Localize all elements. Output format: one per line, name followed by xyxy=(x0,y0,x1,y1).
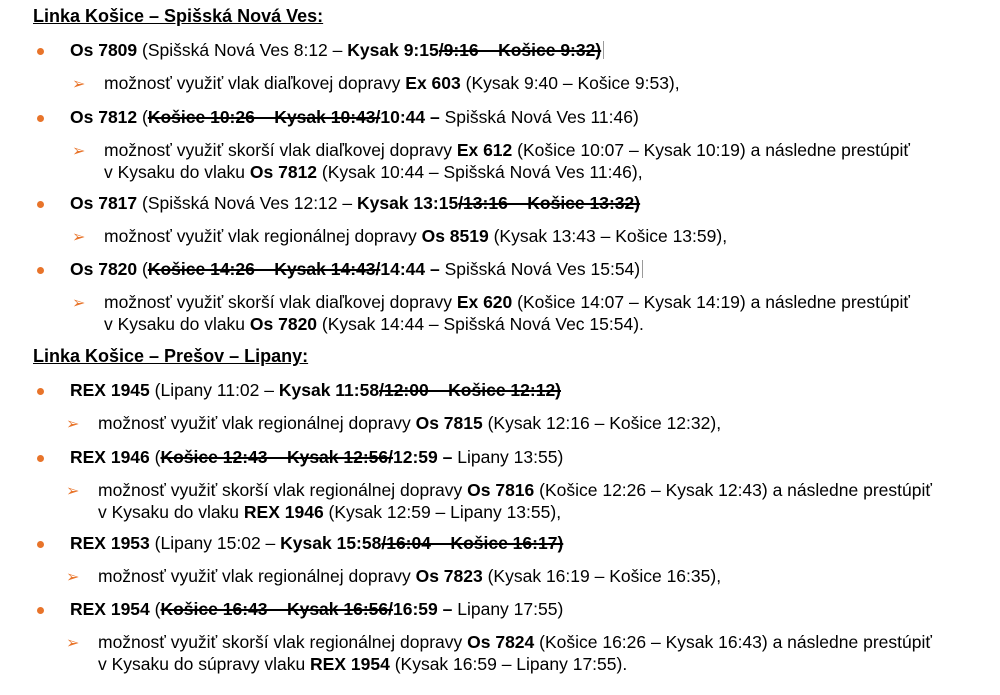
note-text: v Kysaku do súpravy vlaku xyxy=(98,654,311,674)
note-text: možnosť využiť vlak diaľkovej dopravy xyxy=(104,73,406,93)
route-bold-segment: 12:59 – xyxy=(393,447,453,467)
note-text: (Kysak 10:44 – Spišská Nová Ves 11:46), xyxy=(317,162,643,182)
text-cursor-marker xyxy=(603,41,604,59)
note-text: (Košice 12:26 – Kysak 12:43) a následne prestúpiť xyxy=(534,480,932,500)
alternative-connection-note xyxy=(104,292,910,313)
train-reference: Os 7823 xyxy=(415,566,483,586)
train-reference: Ex 620 xyxy=(456,292,513,312)
train-line xyxy=(70,259,643,280)
route-segment: ( xyxy=(149,447,161,467)
note-text: (Košice 16:26 – Kysak 16:43) a následne prestúpiť xyxy=(534,632,932,652)
note-text: možnosť využiť vlak regionálnej dopravy xyxy=(98,413,416,433)
alternative-connection-note xyxy=(98,480,932,501)
note-text: (Kysak 12:16 – Košice 12:32), xyxy=(482,413,722,433)
route-segment: (Lipany 11:02 – xyxy=(149,380,279,400)
train-reference: Os 7815 xyxy=(415,413,483,433)
orange-arrow-bullet-icon: ➢ xyxy=(72,141,86,160)
train-number: Os 7812 xyxy=(70,107,138,127)
route-bold-segment: 14:44 – xyxy=(380,259,440,279)
alternative-connection-note xyxy=(98,632,932,653)
alternative-connection-note xyxy=(104,162,643,183)
train-line xyxy=(70,533,563,554)
train-number: REX 1954 xyxy=(70,599,150,619)
alternative-connection-note xyxy=(104,226,727,247)
route-segment: (Spišská Nová Ves 12:12 – xyxy=(137,193,357,213)
note-text: možnosť využiť skorší vlak diaľkovej dopravy xyxy=(104,140,457,160)
route-bold-segment: Kysak 11:58 xyxy=(278,380,380,400)
note-text: (Kysak 9:40 – Košice 9:53), xyxy=(460,73,680,93)
note-text: (Kysak 14:44 – Spišská Nová Vec 15:54). xyxy=(317,314,644,334)
orange-dot-bullet-icon xyxy=(37,388,44,395)
note-text: v Kysaku do vlaku xyxy=(98,502,244,522)
cancelled-text: /13:16 – Košice 13:32) xyxy=(458,193,641,213)
alternative-connection-note xyxy=(98,566,721,587)
orange-arrow-bullet-icon: ➢ xyxy=(72,74,86,93)
note-text: (Košice 10:07 – Kysak 10:19) a následne prestúpiť xyxy=(512,140,910,160)
alternative-connection-note xyxy=(104,73,680,94)
cancelled-text: /16:04 – Košice 16:17) xyxy=(381,533,564,553)
note-text: (Kysak 16:59 – Lipany 17:55). xyxy=(389,654,628,674)
alternative-connection-note xyxy=(98,502,561,523)
orange-arrow-bullet-icon: ➢ xyxy=(66,414,80,433)
cancelled-text: Košice 12:43 – Kysak 12:56/ xyxy=(160,447,394,467)
cancelled-text: /9:16 – Košice 9:32) xyxy=(438,40,602,60)
train-number: Os 7820 xyxy=(70,259,138,279)
note-text: možnosť využiť skorší vlak diaľkovej dopravy xyxy=(104,292,457,312)
orange-dot-bullet-icon xyxy=(37,607,44,614)
route-segment: ( xyxy=(149,599,161,619)
route-segment: (Spišská Nová Ves 8:12 – xyxy=(137,40,348,60)
train-reference: REX 1946 xyxy=(243,502,324,522)
section-heading: Linka Košice – Spišská Nová Ves: xyxy=(33,6,324,26)
train-number: REX 1953 xyxy=(70,533,150,553)
orange-dot-bullet-icon xyxy=(37,455,44,462)
orange-arrow-bullet-icon: ➢ xyxy=(66,481,80,500)
route-segment: ( xyxy=(137,259,148,279)
orange-arrow-bullet-icon: ➢ xyxy=(66,567,80,586)
cancelled-text: Košice 10:26 – Kysak 10:43/ xyxy=(147,107,381,127)
text-cursor-marker xyxy=(642,260,643,278)
cancelled-segment xyxy=(439,40,601,60)
route-segment: ( xyxy=(137,107,148,127)
train-reference: Ex 603 xyxy=(405,73,461,93)
train-reference: Os 8519 xyxy=(421,226,489,246)
train-reference: Os 7824 xyxy=(467,632,535,652)
note-text: možnosť využiť vlak regionálnej dopravy xyxy=(104,226,422,246)
train-line xyxy=(70,193,640,214)
train-line xyxy=(70,447,563,468)
note-text: možnosť využiť vlak regionálnej dopravy xyxy=(98,566,416,586)
orange-dot-bullet-icon xyxy=(37,115,44,122)
orange-dot-bullet-icon xyxy=(37,541,44,548)
orange-arrow-bullet-icon: ➢ xyxy=(66,633,80,652)
cancelled-segment xyxy=(160,599,393,619)
cancelled-text: Košice 14:26 – Kysak 14:43/ xyxy=(147,259,381,279)
cancelled-segment xyxy=(160,447,393,467)
train-number: REX 1945 xyxy=(70,380,150,400)
cancelled-segment xyxy=(381,533,563,553)
train-number: Os 7817 xyxy=(70,193,138,213)
cancelled-segment xyxy=(379,380,561,400)
train-line xyxy=(70,599,563,620)
cancelled-segment xyxy=(148,259,381,279)
orange-arrow-bullet-icon: ➢ xyxy=(72,227,86,246)
note-text: (Kysak 16:19 – Košice 16:35), xyxy=(482,566,722,586)
train-number: Os 7809 xyxy=(70,40,138,60)
train-line xyxy=(70,40,604,61)
route-segment: Spišská Nová Ves 11:46) xyxy=(439,107,639,127)
alternative-connection-note xyxy=(104,140,910,161)
route-bold-segment: Kysak 13:15 xyxy=(356,193,459,213)
route-bold-segment: Kysak 9:15 xyxy=(347,40,439,60)
section-heading: Linka Košice – Prešov – Lipany: xyxy=(33,346,309,366)
train-reference: Os 7816 xyxy=(467,480,535,500)
orange-dot-bullet-icon xyxy=(37,48,44,55)
train-line xyxy=(70,380,561,401)
route-segment: Spišská Nová Ves 15:54) xyxy=(439,259,641,279)
route-bold-segment: 16:59 – xyxy=(393,599,453,619)
cancelled-text: Košice 16:43 – Kysak 16:56/ xyxy=(160,599,394,619)
train-number: REX 1946 xyxy=(70,447,150,467)
route-segment: Lipany 13:55) xyxy=(452,447,564,467)
train-reference: Os 7812 xyxy=(249,162,318,182)
cancelled-segment xyxy=(458,193,640,213)
route-bold-segment: Kysak 15:58 xyxy=(280,533,382,553)
train-reference: REX 1954 xyxy=(310,654,390,674)
note-text: (Kysak 13:43 – Košice 13:59), xyxy=(488,226,728,246)
orange-arrow-bullet-icon: ➢ xyxy=(72,293,86,312)
note-text: (Košice 14:07 – Kysak 14:19) a následne prestúpiť xyxy=(512,292,910,312)
route-segment: (Lipany 15:02 – xyxy=(149,533,281,553)
alternative-connection-note xyxy=(98,654,627,675)
route-bold-segment: 10:44 – xyxy=(380,107,440,127)
route-segment: Lipany 17:55) xyxy=(452,599,564,619)
note-text: v Kysaku do vlaku xyxy=(104,162,250,182)
alternative-connection-note xyxy=(104,314,644,335)
cancelled-segment xyxy=(148,107,381,127)
cancelled-text: /12:00 – Košice 12:12) xyxy=(379,380,562,400)
alternative-connection-note xyxy=(98,413,721,434)
orange-dot-bullet-icon xyxy=(37,267,44,274)
train-line xyxy=(70,107,639,128)
note-text: (Kysak 12:59 – Lipany 13:55), xyxy=(323,502,562,522)
orange-dot-bullet-icon xyxy=(37,201,44,208)
note-text: možnosť využiť skorší vlak regionálnej dopravy xyxy=(98,480,468,500)
train-reference: Ex 612 xyxy=(456,140,513,160)
note-text: možnosť využiť skorší vlak regionálnej dopravy xyxy=(98,632,468,652)
note-text: v Kysaku do vlaku xyxy=(104,314,250,334)
train-reference: Os 7820 xyxy=(249,314,318,334)
